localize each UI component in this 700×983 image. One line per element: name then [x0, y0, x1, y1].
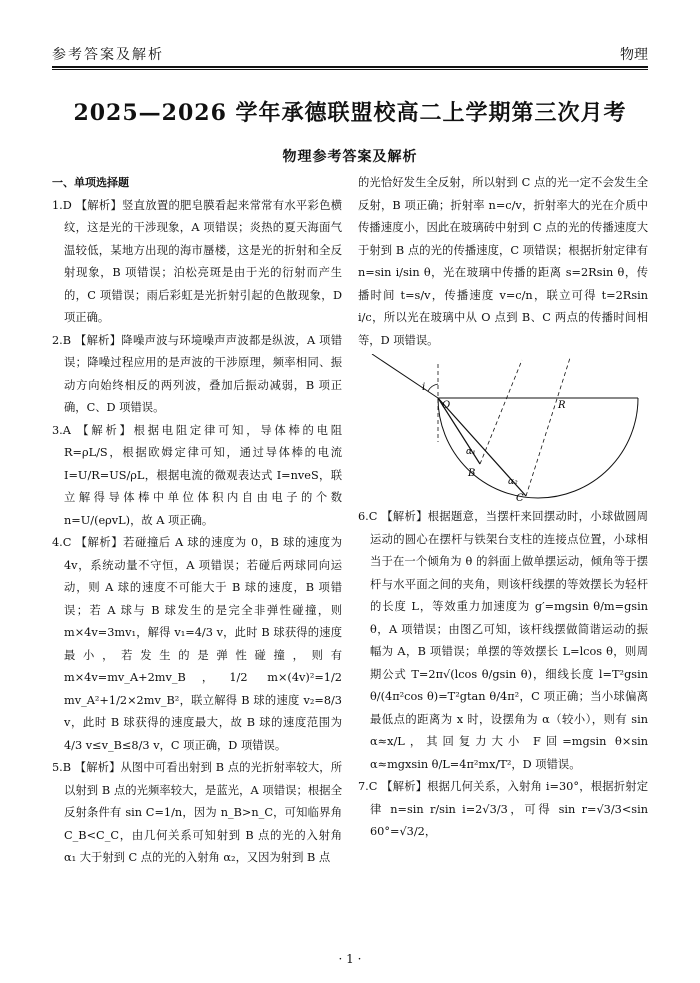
- header-subject: 物理: [620, 47, 648, 63]
- answer-5-continued: 的光恰好发生全反射，所以射到 C 点的光一定不会发生全反射，B 项正确；折射率 n=c/v，折射率大的光在介质中传播速度小，因此在玻璃砖中射到 C 点的光的传播速度大于射到 B 点的光的传播速度，C 项错误；根据折射定律有 n=sin i/sin θ，光在玻璃中传播的距离 s=2Rsin θ，传播时间 t=s/v，传播速度 v=c/n，联立可得 t=2Rsin i/c，所以光在玻璃中从 O 点到 B、C 两点的传播时间相等，D 项错误。: [358, 176, 648, 347]
- normal-at-C: [526, 358, 570, 496]
- answer-3: 3.A 【解析】根据电阻定律可知，导体棒的电阻 R=ρL/S，根据欧姆定律可知，通过导体棒的电流 I=U/R=US/ρL，根据电流的微观表达式 I=nveS，联立解得导体棒中单位体积内自由电子的个数 n=U/(eρvL)，故 A 项正确。: [52, 423, 342, 527]
- normal-at-B: [480, 360, 522, 464]
- refraction-diagram: [358, 354, 648, 502]
- label-alpha1: α₁: [466, 447, 476, 457]
- label-R: R: [558, 400, 566, 411]
- page-number: · 1 ·: [338, 952, 362, 966]
- answer-4: 4.C 【解析】若碰撞后 A 球的速度为 0，B 球的速度为 4v，系统动量不守恒，A 项错误；若碰后两球同向运动，则 A 球的速度不可能大于 B 球的速度，B 项错误；若 A 球与 B 球发生的是完全非弹性碰撞，则 m×4v=3mv₁，解得 v₁=4/3 v，此时 B 球获得的速度最小，若发生的是弹性碰撞，则有 m×4v=mv_A+2mv_B，1/2 m×(4v)²=1/2 mv_A²+1/2×2mv_B²，联立解得 B 球的速度 v₂=8/3 v，此时 B 球获得的速度最大，故 B 球的速度范围为 4/3 v≤v_B≤8/3 v，C 项正确，D 项错误。: [52, 536, 342, 752]
- answer-1: 1.D 【解析】竖直放置的肥皂膜看起来常常有水平彩色横纹，这是光的干涉现象，A 项错误；炎热的夏天海面气温较低，某地方出现的海市蜃楼，这是光的折射和全反射现象，B 项错误；泊松亮斑是由于光的衍射而产生的，C 项错误；雨后彩虹是光折射引起的色散现象，D 项正确。: [52, 198, 342, 324]
- page-header: [52, 42, 648, 66]
- header-rule: [52, 66, 648, 68]
- label-C: C: [516, 493, 524, 502]
- label-alpha2: α₂: [508, 477, 518, 487]
- label-B: B: [468, 468, 476, 479]
- page-subtitle: 物理参考答案及解析: [282, 149, 418, 165]
- page-title: 2025—2026 学年承德联盟校高二上学期第三次月考: [73, 100, 627, 126]
- incident-ray: [372, 354, 438, 398]
- header-left: 参考答案及解析: [52, 47, 164, 63]
- answer-6: 6.C 【解析】根据题意，当摆杆来回摆动时，小球做圆周运动的圆心在摆杆与铁架台支柱的连接点位置，小球相当于在一个倾角为 θ 的斜面上做单摆运动，倾角等于摆杆与水平面之间的夹角，则该杆线摆的等效摆长为轻杆的长度 L，等效重力加速度为 g′=mgsin θ/m=gsin θ，A 项错误；由图乙可知，该杆线摆做简谐运动的振幅为 A，B 项错误；单摆的等效摆长 L=lcos θ，则周期公式 T=2π√(lcos θ/gsin θ)，细线长度 l=T²gsin θ/(4π²cos θ)=T²gtan θ/4π²，C 项正确；当小球偏离最低点的距离为 x 时，设摆角为 α（较小），则有 sin α≈x/L，其回复力大小 F回=mgsin θ×sin α≈mgxsin θ/L=4π²mx/T²，D 项错误。: [358, 510, 648, 771]
- answer-7: 7.C 【解析】根据几何关系，入射角 i=30°，根据折射定律 n=sin r/sin i=2√3/3，可得 sin r=√3/3<sin 60°=√3/2，: [358, 780, 648, 838]
- right-column: [358, 172, 648, 844]
- header-rule-thin: [52, 69, 648, 70]
- section-heading: 一、单项选择题: [52, 176, 129, 189]
- answer-2: 2.B 【解析】降噪声波与环境噪声声波都是纵波，A 项错误；降噪过程应用的是声波的干涉原理，频率相同、振动方向始终相反的两列波，叠加后振动减弱，B 项正确，C、D 项错误。: [52, 333, 342, 414]
- left-column: [52, 172, 342, 870]
- answer-5: 5.B 【解析】从图中可看出射到 B 点的光折射率较大，所以射到 B 点的光频率较大，是蓝光，A 项错误；根据全反射条件有 sin C=1/n，因为 n_B>n_C，可知临界角 C_B<C_C，由几何关系可知射到 B 点的光的入射角 α₁ 大于射到 C 点的光的入射角 α₂，又因为射到 B 点: [52, 761, 342, 864]
- label-i: i: [422, 382, 426, 393]
- angle-i-arc: [428, 384, 438, 391]
- label-O: O: [442, 400, 451, 411]
